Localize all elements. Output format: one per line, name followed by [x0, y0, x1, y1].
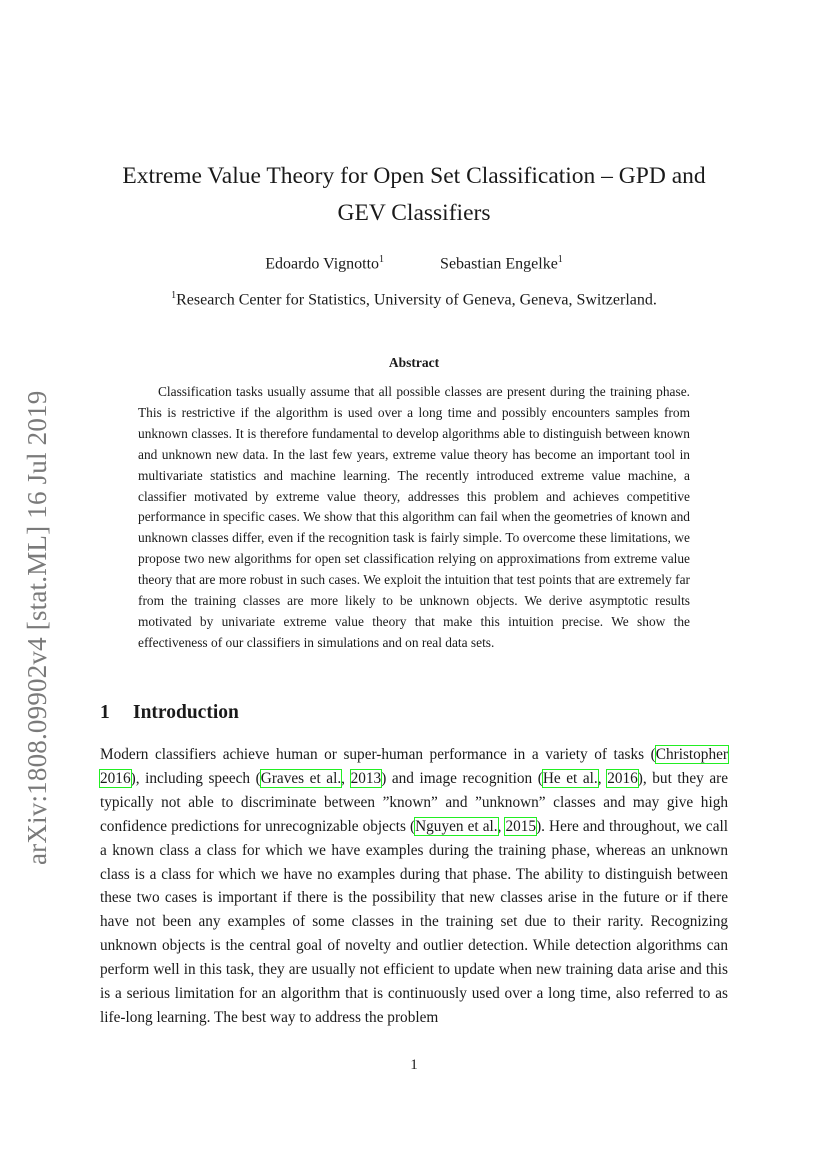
- author-name: Sebastian Engelke: [440, 255, 558, 273]
- citation-link[interactable]: Christopher: [655, 746, 728, 763]
- affiliation: [100, 290, 728, 309]
- abstract-body: Classification tasks usually assume that all possible classes are present during the training phase. This is restrictive if the algorithm is used over a long time and possibly encounters samples from unknown classes. It is therefore fundamental to develop algorithms able to distinguish between known and unknown new data. In the last few years, extreme value theory has become an important tool in multivariate statistics and machine learning. The recently introduced extreme value machine, a classifier motivated by extreme value theory, addresses this problem and achieves competitive performance in specific cases. We show that this algorithm can fail when the geometries of known and unknown classes differ, even if the recognition task is fairly simple. To overcome these limitations, we propose two new algorithms for open set classification relying on approximations from extreme value theory that are more robust in such cases. We exploit the intuition that test points that are extremely far from the training classes are more likely to be unknown objects. We derive asymptotic results motivated by univariate extreme value theory that make this intuition precise. We show the effectiveness of our classifiers in simulations and on real data sets.: [138, 384, 690, 650]
- author-affil-mark: 1: [557, 254, 563, 265]
- citation-link[interactable]: 2016: [607, 769, 638, 787]
- intro-text: ,: [597, 769, 608, 787]
- affiliation-mark: 1: [171, 290, 177, 301]
- section-number: 1: [100, 702, 110, 723]
- intro-text: ). Here and throughout, we call a known class a class for which we have examples during the training phase, whereas an unknown class is a class for which we have no examples during that phase. The ability to distinguish between these two cases is important if there is the possibility that new classes arise in the future or if there have not been any examples of some classes in the training set due to their rarity. Recognizing unknown objects is the central goal of novelty and outlier detection. While detection algorithms can perform well in this task, they are usually not efficient to update when new training data arise and this is a serious limitation for an algorithm that is continuously used over a long time, also referred to as life-long learning. The best way to address the problem: [100, 817, 728, 1026]
- intro-text: ,: [341, 769, 351, 787]
- citation-link[interactable]: 2015: [505, 817, 537, 835]
- citation-link[interactable]: Graves et al.: [260, 769, 342, 787]
- arxiv-identifier: arXiv:1808.09902v4 [stat.ML] 16 Jul 2019: [22, 390, 52, 865]
- intro-text: ) and image recognition (: [381, 769, 543, 787]
- intro-paragraph: [100, 743, 728, 1030]
- author-affil-mark: 1: [379, 254, 385, 265]
- intro-text: ,: [497, 817, 506, 835]
- author-name: Edoardo Vignotto: [265, 255, 380, 273]
- citation-link[interactable]: 2013: [350, 769, 382, 787]
- author-2: [440, 254, 563, 273]
- intro-text: ), including speech (: [130, 769, 261, 787]
- section-title: Introduction: [133, 702, 239, 723]
- page-number: 1: [410, 1057, 418, 1073]
- citation-link[interactable]: He et al.: [542, 769, 598, 787]
- citation-link[interactable]: 2016: [100, 769, 131, 787]
- affiliation-text: Research Center for Statistics, University of Geneva, Geneva, Switzerland.: [176, 291, 657, 309]
- intro-text: Modern classifiers achieve human or super-human performance in a variety of tasks (: [100, 746, 656, 763]
- abstract-heading: Abstract: [388, 355, 440, 370]
- author-1: [265, 254, 384, 273]
- intro-text: ), but they are typically not able to discriminate between ”known” and ”unknown” classes and may give high confidence predictions for unrecognizable objects (: [100, 769, 729, 835]
- author-list: [100, 254, 728, 273]
- section-heading: [100, 702, 239, 724]
- citation-link[interactable]: Nguyen et al.: [415, 817, 498, 835]
- paper-title: Extreme Value Theory for Open Set Classification – GPD and GEV Classifiers: [122, 163, 706, 226]
